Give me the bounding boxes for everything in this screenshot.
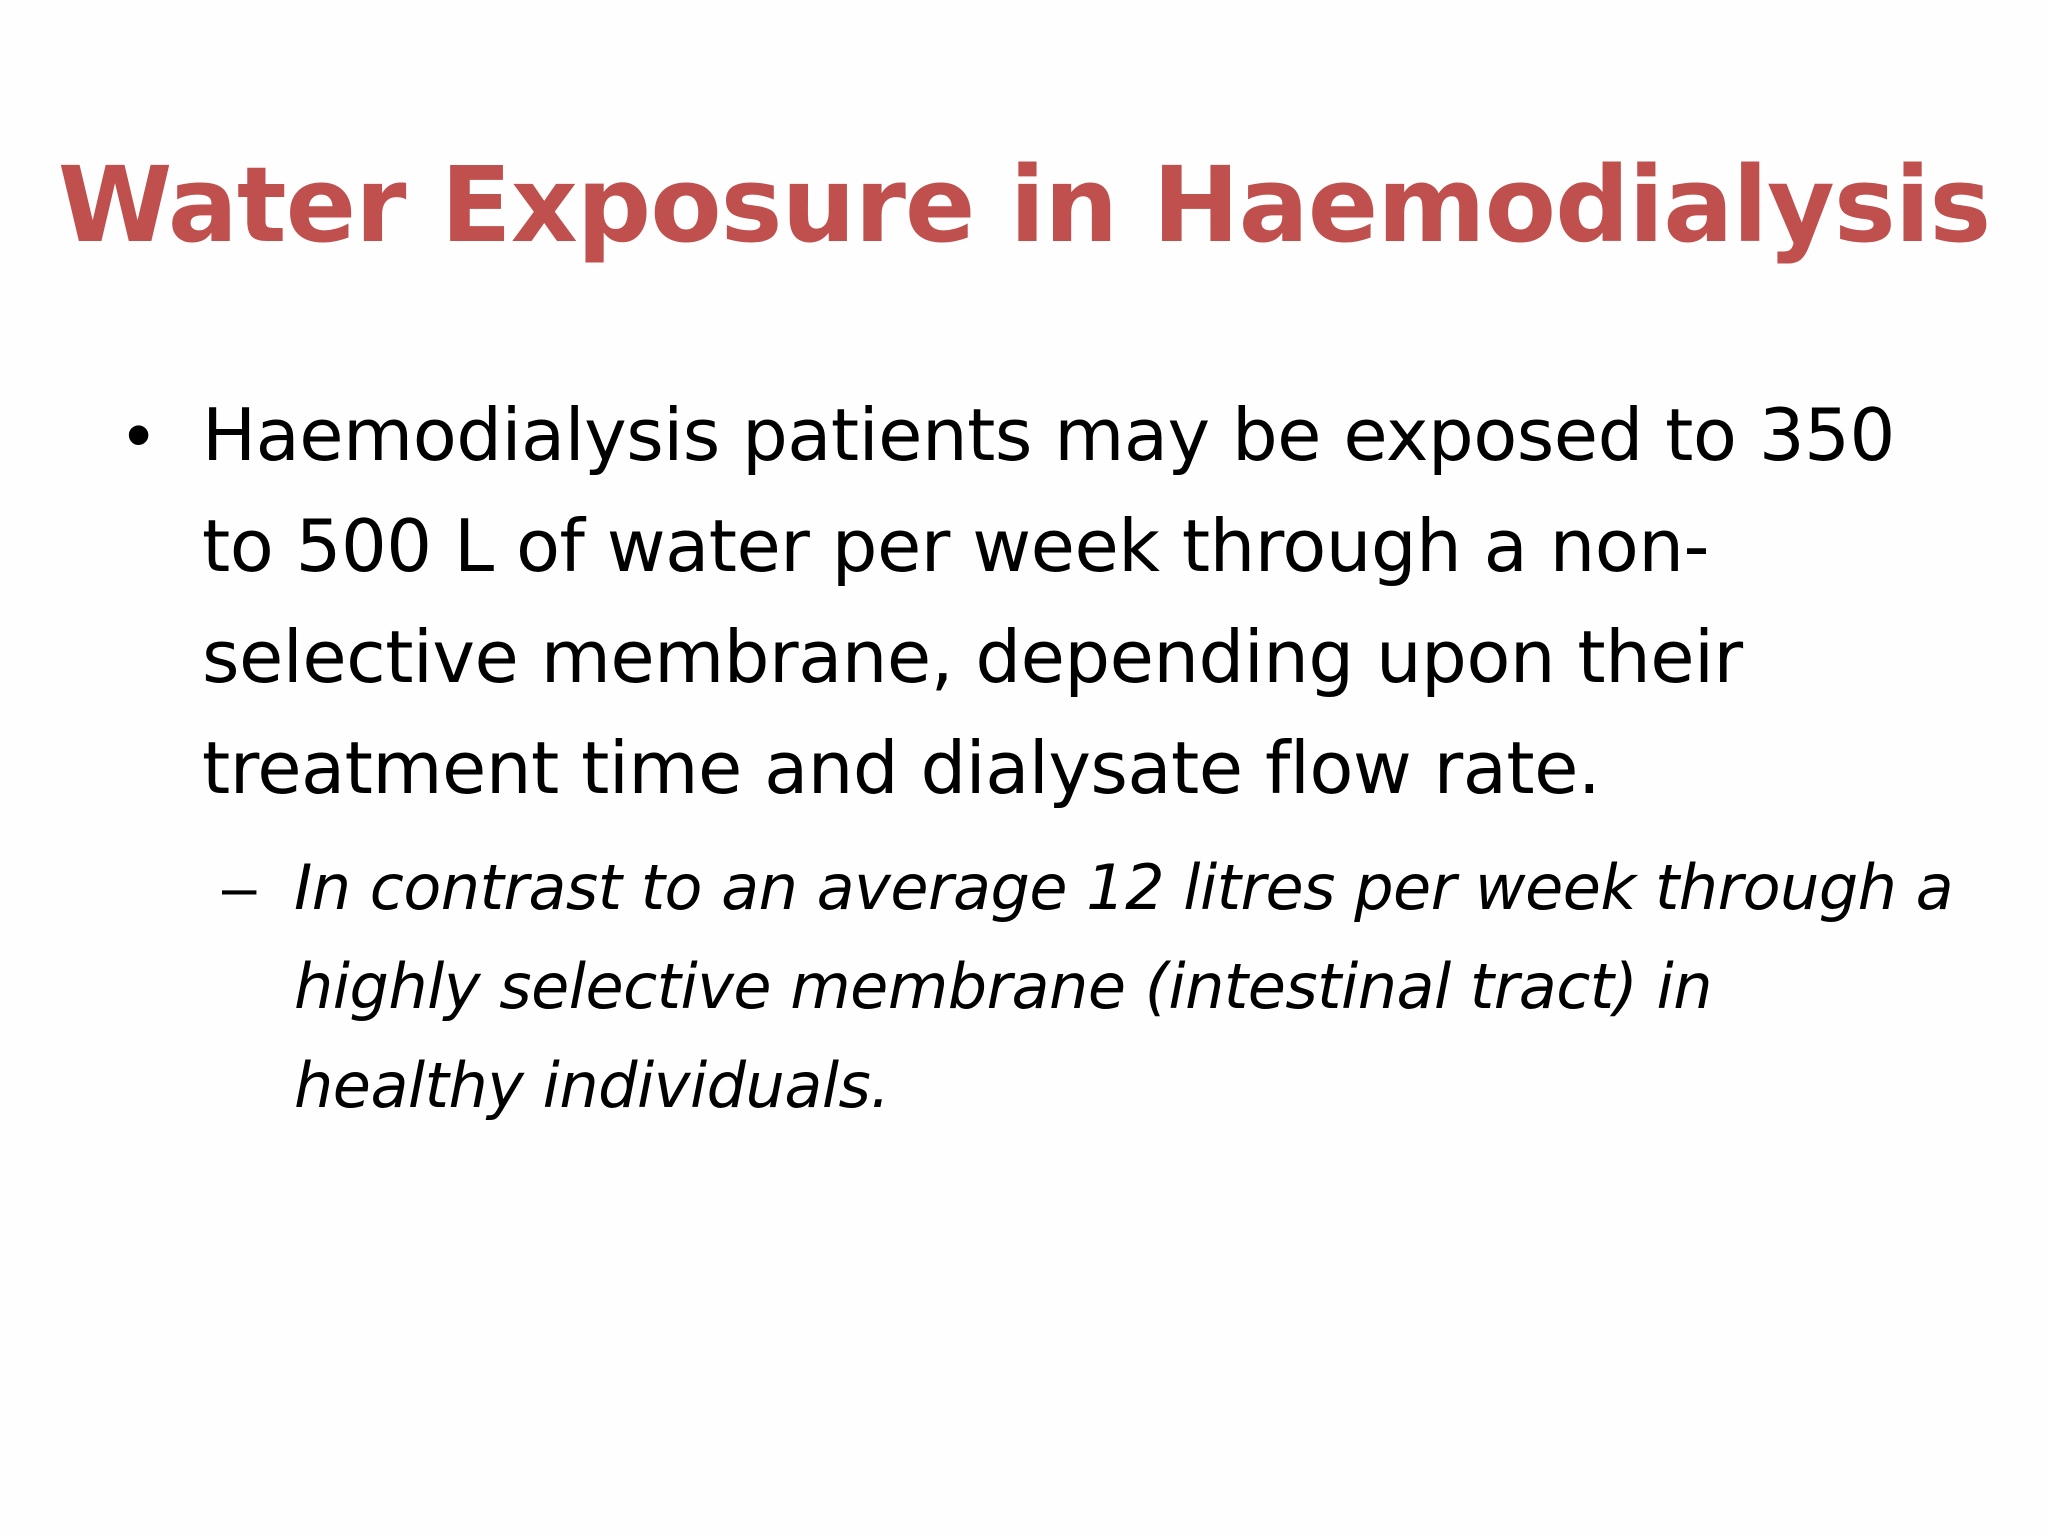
- slide-body: [110, 380, 1970, 1135]
- sub-bullet-text: In contrast to an average 12 litres per week through a highly selective membrane (intestinal tract) in healthy individuals.: [294, 851, 1954, 1122]
- slide-title: Water Exposure in Haemodialysis: [57, 144, 1991, 266]
- bullet-text: Haemodialysis patients may be exposed to 350 to 500 L of water per week through a non-selective membrane, depending upon their treatment time and dialysate flow rate.: [202, 393, 1895, 810]
- bullet-marker: •: [126, 395, 152, 475]
- bullet-item: [110, 380, 1970, 824]
- sub-bullet-item: [110, 838, 1970, 1135]
- sub-bullet-marker: –: [222, 853, 257, 922]
